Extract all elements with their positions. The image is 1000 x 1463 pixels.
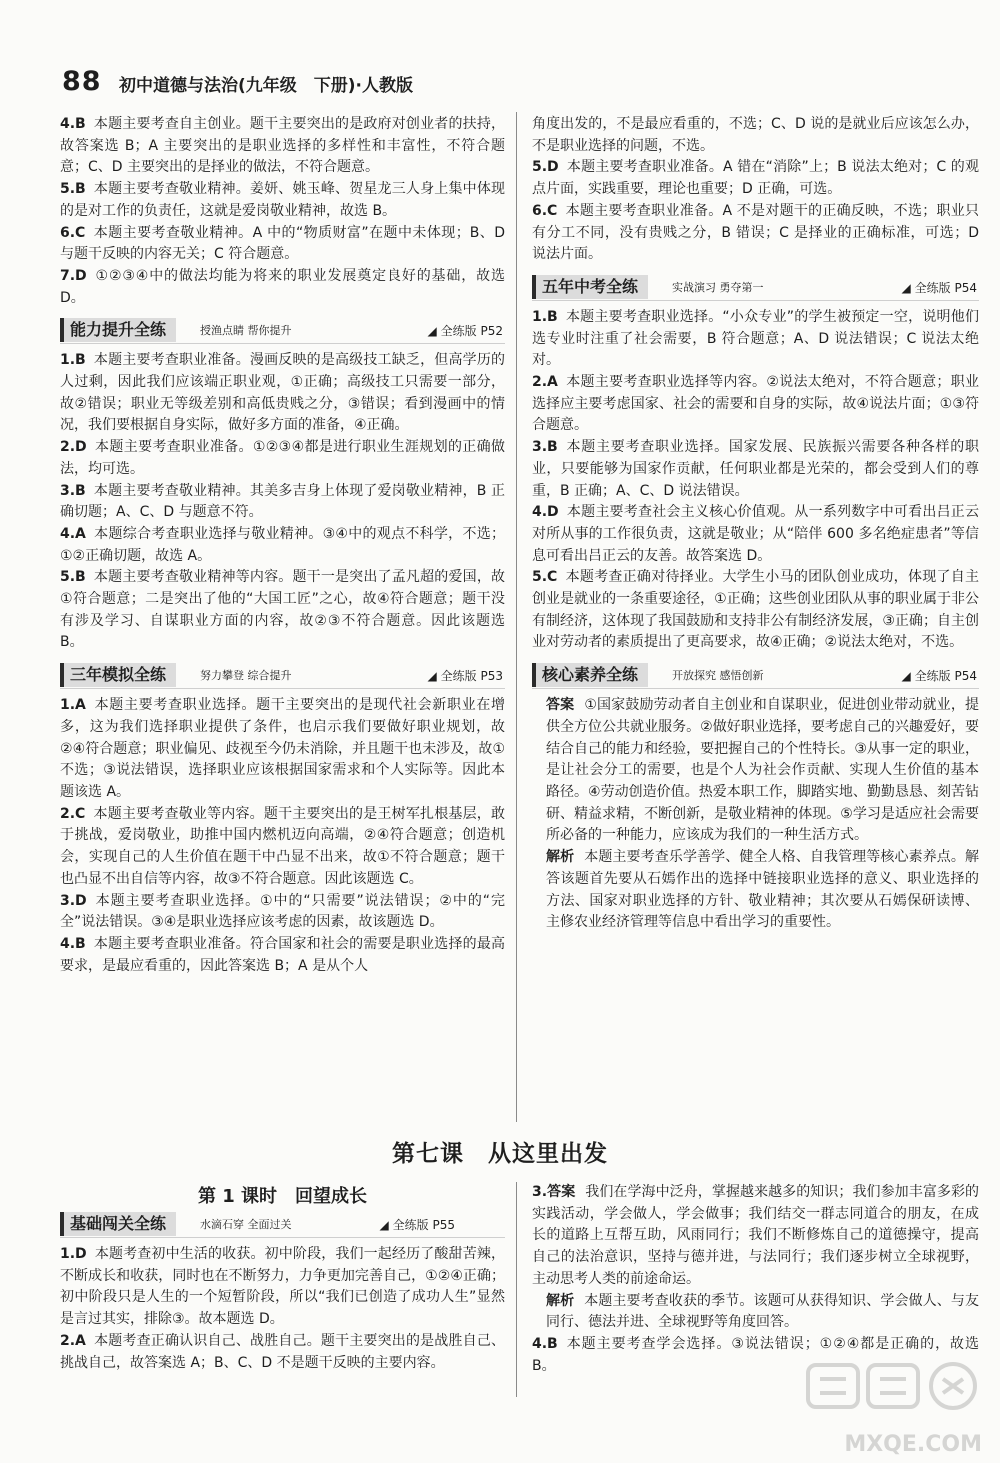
left-column xyxy=(60,114,505,977)
arrow-icon: ◢ xyxy=(427,324,437,339)
watermark-logo xyxy=(798,1357,988,1457)
answer-item xyxy=(60,695,505,804)
question-number: 3.B xyxy=(532,439,558,456)
answer-text: 本题主要考查敬业精神。A 中的“物质财富”在题中未体现；B、D 与题干反映的内容无关；C 符合题意。 xyxy=(60,224,505,263)
left-column-lower xyxy=(60,1208,505,1374)
answer-item xyxy=(532,201,979,266)
section-version-label: 全练版 P54 xyxy=(914,669,977,684)
section-title: 五年中考全练 xyxy=(532,275,648,299)
answer-item xyxy=(60,266,505,309)
section-rule xyxy=(60,688,505,689)
right-top-answers xyxy=(532,114,979,266)
answer-item xyxy=(60,350,505,437)
question-number: 7.D xyxy=(60,267,87,284)
analysis-item xyxy=(546,847,979,934)
section-header-hexin xyxy=(532,663,979,689)
answer-text: 角度出发的，不是最应看重的，不选；C、D 说的是就业后应该怎么办，不是职业选择的问题，不选。 xyxy=(532,116,979,154)
arrow-icon: ◢ xyxy=(901,669,911,684)
question-number: 4.B xyxy=(60,935,86,952)
column-divider xyxy=(516,112,517,1122)
analysis-label: 解析 xyxy=(546,849,575,866)
answer-item xyxy=(60,804,505,891)
section-slogan: 水滴石穿 全面过关 xyxy=(200,1218,292,1231)
answer-item xyxy=(60,114,505,179)
question-number: 5.B xyxy=(60,181,86,198)
arrow-icon: ◢ xyxy=(379,1218,389,1232)
section-version xyxy=(427,322,503,339)
answer-text: 本题主要考查职业准备。①②③④都是进行职业生涯规划的正确做法，均可选。 xyxy=(60,439,505,477)
section-slogan: 开放探究 感悟创新 xyxy=(672,669,764,683)
answer-text: 我们在学海中泛舟，掌握越来越多的知识；我们参加丰富多彩的实践活动，学会做人，学会做事；我们结交一群志同道合的朋友，在成长的道路上互帮互助，风雨同行；我们不断修炼自己的道德操守，提高自己的法治意识，坚持与德并进，与法同行；我们逐步树立全球视野，主动思考人类的前途命运。 xyxy=(532,1184,980,1287)
answer-text: 本题主要考查职业准备。A 不是对题干的正确反映，不选；职业只有分工不同，没有贵贱之分，B 错误；C 是择业的正确标准，可选；D 说法片面。 xyxy=(532,202,979,263)
section-header-wunian xyxy=(532,275,979,301)
lesson-subtitle: 第 1 课时 回望成长 xyxy=(197,1186,368,1207)
left-top-answers xyxy=(60,114,505,309)
question-number: 4.B xyxy=(532,1335,558,1352)
answer-item xyxy=(60,567,505,654)
section-version-label: 全练版 P53 xyxy=(440,669,503,684)
answer-item xyxy=(60,179,505,222)
question-number: 1.B xyxy=(532,308,558,325)
answer-item xyxy=(60,223,505,266)
section-version-label: 全练版 P54 xyxy=(914,280,977,295)
answer-item xyxy=(532,307,979,372)
section-slogan: 实战演习 勇夺第一 xyxy=(672,280,764,294)
answer-text: 本题主要考查社会主义核心价值观。从一系列数字中可看出吕正云对所从事的工作很负责，这就是敬业；从“陪伴 600 多名绝症患者”等信息可看出吕正云的友善。故答案选 D。 xyxy=(532,504,979,564)
section-version xyxy=(901,667,977,684)
question-number: 3.D xyxy=(60,892,87,909)
answer-text: 本题主要考查敬业等内容。题干主要突出的是王树军扎根基层，敢于挑战，爱岗敬业，助推中国内燃机迈向高端，②④符合题意；创造机会，实现自己的人生价值在题干中凸显不出来，故①不符合题意；题干也凸显不出自信等内容，故③不符合题意。因此该题选 C。 xyxy=(60,805,505,887)
answer-label: 答案 xyxy=(547,1184,576,1200)
answer-text: 本题主要考查敬业精神。其美多吉身上体现了爱岗敬业精神，B 正确切题；A、C、D 与题意不符。 xyxy=(60,482,505,521)
watermark-text: MXQE.COM xyxy=(844,1432,982,1457)
column-divider-lower xyxy=(516,1182,517,1397)
answer-text: 本题主要考查敬业精神等内容。题干一是突出了孟凡超的爱国，故①符合题意；二是突出了他的“大国工匠”之心，故④符合题意；题干没有涉及学习、自谋职业方面的内容，故②③不符合题意。因此该题选 B。 xyxy=(60,569,505,651)
right-column-lower xyxy=(532,1182,979,1377)
answer-item xyxy=(60,524,505,567)
question-number: 2.A xyxy=(60,1332,86,1349)
analysis-text: 本题主要考查收获的季节。该题可从获得知识、学会做人、与友同行、德法并进、全球视野等角度回答。 xyxy=(546,1292,980,1331)
question-number: 2.D xyxy=(60,439,87,456)
answer-item xyxy=(532,1182,979,1291)
answer-item xyxy=(60,1331,505,1374)
sannian-answers xyxy=(60,695,505,977)
answer-text: ①国家鼓励劳动者自主创业和自谋职业，促进创业带动就业，提供全方位公共就业服务。②做好职业选择，要考虑自己的兴趣爱好，要结合自己的能力和经验，要把握自己的个性特长。③从事一定的职业，是让社会分工的需要，也是个人为社会作贡献、实现人生价值的基本路径。④劳动创造价值。热爱本职工作，脚踏实地、勤勤恳恳、刻苦钻研、精益求精，不断创新，是敬业精神的体现。⑤学习是适应社会需要所必备的一种能力，应该成为我们的一种生活方式。 xyxy=(546,697,979,844)
answer-text: 本题考查正确认识自己、战胜自己。题干主要突出的是战胜自己、挑战自己，故答案选 A；B、C、D 不是题干反映的主要内容。 xyxy=(60,1332,505,1371)
section-version xyxy=(427,667,503,684)
answer-text: 本题主要考查职业准备。漫画反映的是高级技工缺乏，但高学历的人过剩，因此我们应该端正职业观，①正确；高级技工只需要一部分，故②错误；职业无等级差别和高低贵贱之分，③错误；看到漫画中的情况，我们要根据自身实际，做好多方面的准备，④正确。 xyxy=(60,352,505,434)
section-version xyxy=(901,279,977,296)
answer-item xyxy=(60,481,505,524)
section-title: 基础闯关全练 xyxy=(60,1212,176,1236)
answer-text: 本题考查初中生活的收获。初中阶段，我们一起经历了酸甜苦辣，不断成长和收获，同时也在不断努力，力争更加完善自己，①②④正确；初中阶段只是人生的一个短暂阶段，所以“我们已创造了成功人生”显然是言过其实，排除③。故本题选 D。 xyxy=(60,1246,505,1328)
hexin-answers xyxy=(532,695,979,934)
answer-text: 本题主要考查敬业精神。姜妍、姚玉峰、贺星龙三人身上集中体现的是对工作的负责任，这就是爱岗敬业精神，故选 B。 xyxy=(60,181,505,219)
question-number: 6.C xyxy=(532,202,558,219)
question-number: 4.A xyxy=(60,525,86,542)
question-number: 5.B xyxy=(60,569,86,586)
answer-text: ①②③④中的做法均能为将来的职业发展奠定良好的基础，故选 D。 xyxy=(60,267,505,306)
question-number: 1.A xyxy=(60,697,86,714)
arrow-icon: ◢ xyxy=(901,280,911,295)
section-rule xyxy=(60,1237,505,1238)
answer-text: 本题主要考查职业选择。“小众专业”的学生被预定一空，说明他们选专业时注重了社会需要，B 符合题意；A、D 说法错误；C 说法太绝对。 xyxy=(532,308,979,369)
section-slogan: 努力攀登 综合提升 xyxy=(200,669,292,683)
analysis-item xyxy=(532,1291,979,1334)
section-rule xyxy=(532,688,979,689)
page-number: 88 xyxy=(62,66,102,97)
answer-text: 本题主要考查职业选择。国家发展、民族振兴需要各种各样的职业，只要能够为国家作贡献，任何职业都是光荣的，都会受到人们的尊重，B 正确；A、C、D 说法错误。 xyxy=(532,439,979,499)
section-slogan: 授渔点睛 帮你提升 xyxy=(200,324,292,338)
answer-item-continued xyxy=(532,114,979,157)
answer-text: 本题考查正确对待择业。大学生小马的团队创业成功，体现了自主创业是就业的一条重要途径，①正确；这些创业团队从事的职业属于非公有制经济，这体现了我国鼓励和支持非公有制经济发展，③正确；自主创业对劳动者的素质提出了更高要求，故④正确；②说法太绝对，不选。 xyxy=(532,569,979,651)
question-number: 4.B xyxy=(60,116,86,132)
section-rule xyxy=(60,343,505,344)
answer-item xyxy=(532,157,979,200)
question-number: 4.D xyxy=(532,504,559,521)
answer-item xyxy=(546,695,979,847)
arrow-icon: ◢ xyxy=(427,669,437,684)
section-title: 三年模拟全练 xyxy=(60,663,176,687)
section-header-sannian xyxy=(60,663,505,689)
section-header-jichu xyxy=(60,1212,505,1238)
question-number: 3. xyxy=(532,1184,548,1200)
section-header-nengli xyxy=(60,318,505,344)
answer-text: 本题主要考查职业选择。题干主要突出的是现代社会新职业在增多，这为我们选择职业提供了条件，也启示我们要做好职业规划，故②④符合题意；职业偏见、歧视至今仍未消除，并且题干也未涉及，故①不选；③说法错误，选择职业应该根据国家需求和个人实际等。因此本题该选 A。 xyxy=(60,697,505,800)
section-version-label: 全练版 P52 xyxy=(440,324,503,339)
question-number: 3.B xyxy=(60,482,86,499)
answer-item xyxy=(532,567,979,654)
answer-item xyxy=(532,372,979,437)
answer-item xyxy=(532,437,979,502)
jichu-answers xyxy=(60,1244,505,1374)
answer-text: 本题主要考查职业选择等内容。②说法太绝对，不符合题意；职业选择应主要考虑国家、社会的需要和自身的实际，故④说法片面；①③符合题意。 xyxy=(532,374,979,434)
answer-label: 答案 xyxy=(546,697,575,714)
lesson-title: 第七课 从这里出发 xyxy=(392,1141,608,1167)
right-column xyxy=(532,114,979,934)
nengli-answers xyxy=(60,350,505,654)
book-title: 初中道德与法治(九年级 下册)·人教版 xyxy=(119,76,413,96)
answer-item xyxy=(60,1244,505,1331)
answer-text: 本题综合考查职业选择与敬业精神。③④中的观点不科学，不选；①②正确切题，故选 A。 xyxy=(60,525,505,564)
answer-text: 本题主要考查职业选择。①中的“只需要”说法错误；②中的“完全”说法错误。③④是职业选择应该考虑的因素，故该题选 D。 xyxy=(60,892,505,931)
answer-item xyxy=(60,934,505,977)
question-number: 1.B xyxy=(60,352,86,369)
analysis-label: 解析 xyxy=(546,1292,575,1309)
section-title: 核心素养全练 xyxy=(532,663,648,687)
section-version xyxy=(379,1216,455,1233)
section-rule xyxy=(532,300,979,301)
answer-text: 本题主要考查自主创业。题干主要突出的是政府对创业者的扶持，故答案选 B；A 主要突出的是职业选择的多样性和丰富性，不符合题意；C、D 主要突出的是择业的做法，不符合题意。 xyxy=(60,116,505,176)
answer-text: 本题主要考查学会选择。③说法错误；①②④都是正确的，故选 B。 xyxy=(532,1335,979,1374)
section-version-label: 全练版 P55 xyxy=(392,1218,455,1232)
question-number: 2.C xyxy=(60,805,86,822)
wunian-answers xyxy=(532,307,979,654)
answer-text: 本题主要考查职业准备。A 错在“消除”上；B 说法太绝对；C 的观点片面，实践重要，理论也重要；D 正确，可选。 xyxy=(532,159,979,198)
answer-item xyxy=(532,502,979,567)
question-number: 1.D xyxy=(60,1246,87,1262)
answer-item xyxy=(60,437,505,480)
question-number: 2.A xyxy=(532,374,558,391)
answer-text: 本题主要考查职业准备。符合国家和社会的需要是职业选择的最高要求，是最应看重的，因此答案选 B；A 是从个人 xyxy=(60,935,505,974)
question-number: 5.D xyxy=(532,159,559,176)
question-number: 6.C xyxy=(60,224,86,241)
question-number: 5.C xyxy=(532,569,558,586)
answer-item xyxy=(60,891,505,934)
analysis-text: 本题主要考查乐学善学、健全人格、自我管理等核心素养点。解答该题首先要从石嫣作出的选择中链接职业选择的意义、职业选择的方法、国家对职业选择的方针、敬业精神；其次要从石嫣保研读博、主修农业经济管理等信息中看出学习的重要性。 xyxy=(546,849,980,931)
section-title: 能力提升全练 xyxy=(60,318,176,342)
